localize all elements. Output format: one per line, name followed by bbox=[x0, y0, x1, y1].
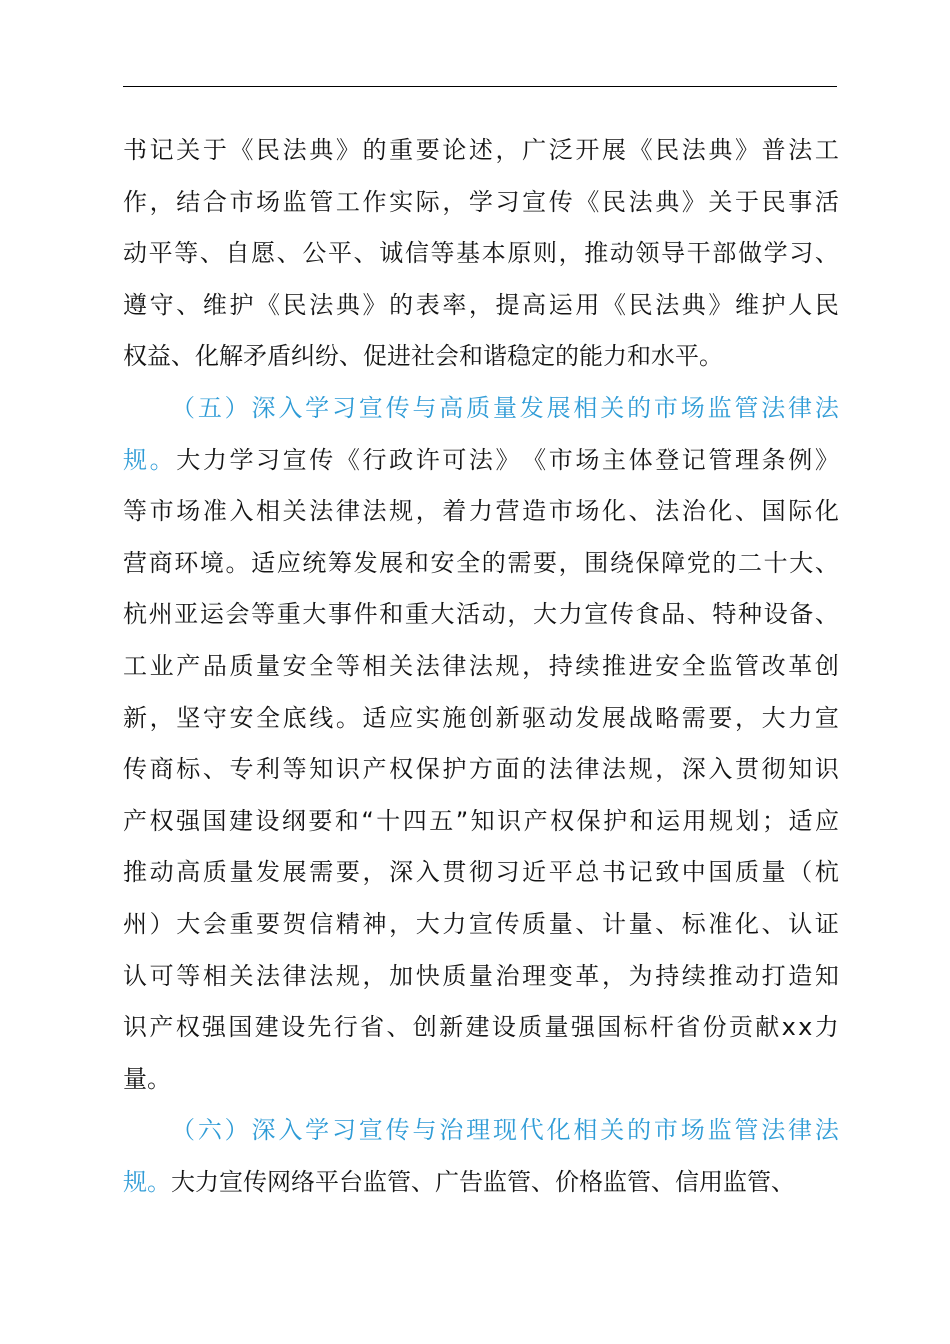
p-section-5-line: 州 ） 大 会 重 要 贺 信 精 神 ， 大 力 宣 传 质 量 、 计 量 、 标 准 化 、 认 证 bbox=[123, 909, 839, 938]
p-section-5-line: 量 。 bbox=[123, 1064, 171, 1093]
p-section-6-line: 规 。 大 力 宣 传 网 络 平 台 监 管 、 广 告 监 管 、 价 格 监 管 、 信 用 监 管 、 bbox=[123, 1167, 795, 1196]
p-continuation-line: 权 益 、 化 解 矛 盾 纠 纷 、 促 进 社 会 和 谐 稳 定 的 能 力 和 水 平 。 bbox=[123, 342, 723, 371]
p-section-5-line: （ 五 ） 深 入 学 习 宣 传 与 高 质 量 发 展 相 关 的 市 场 监 管 法 律 法 bbox=[171, 393, 839, 422]
p-section-5-line: 传 商 标 、 专 利 等 知 识 产 权 保 护 方 面 的 法 律 法 规 ， 深 入 贯 彻 知 识 bbox=[123, 755, 839, 784]
p-section-5-line: 新 ， 坚 守 安 全 底 线 。 适 应 实 施 创 新 驱 动 发 展 战 略 需 要 ， 大 力 宣 bbox=[123, 703, 839, 732]
p-continuation-line: 书 记 关 于 《 民 法 典 》 的 重 要 论 述 ， 广 泛 开 展 《 民 法 典 》 普 法 工 bbox=[123, 136, 839, 164]
header-rule bbox=[123, 86, 837, 87]
p-section-5-line: 营 商 环 境 。 适 应 统 筹 发 展 和 安 全 的 需 要 ， 围 绕 保 障 党 的 二 十 大 、 bbox=[123, 548, 839, 577]
p-continuation-line: 动 平 等 、 自 愿 、 公 平 、 诚 信 等 基 本 原 则 ， 推 动 领 导 干 部 做 学 习 、 bbox=[123, 239, 839, 268]
p-section-5-line: 规 。 大 力 学 习 宣 传 《 行 政 许 可 法 》 《 市 场 主 体 登 记 管 理 条 例 》 bbox=[123, 445, 839, 474]
p-section-5-line: 认 可 等 相 关 法 律 法 规 ， 加 快 质 量 治 理 变 革 ， 为 持 续 推 动 打 造 知 bbox=[123, 961, 839, 990]
p-section-5-line: 杭 州 亚 运 会 等 重 大 事 件 和 重 大 活 动 ， 大 力 宣 传 食 品 、 特 种 设 备 、 bbox=[123, 600, 839, 629]
p-section-6-line: （ 六 ） 深 入 学 习 宣 传 与 治 理 现 代 化 相 关 的 市 场 监 管 法 律 法 bbox=[171, 1116, 839, 1145]
document-body bbox=[123, 125, 839, 1208]
p-continuation-line: 作 ， 结 合 市 场 监 管 工 作 实 际 ， 学 习 宣 传 《 民 法 典 》 关 于 民 事 活 bbox=[123, 187, 839, 216]
p-section-5-line: 识 产 权 强 国 建 设 先 行 省 、 创 新 建 设 质 量 强 国 标 杆 省 份 贡 献 x x 力 bbox=[123, 1013, 839, 1042]
p-section-5-line: 工 业 产 品 质 量 安 全 等 相 关 法 律 法 规 ， 持 续 推 进 安 全 监 管 改 革 创 bbox=[123, 651, 839, 680]
p-section-5-line: 等 市 场 准 入 相 关 法 律 法 规 ， 着 力 营 造 市 场 化 、 法 治 化 、 国 际 化 bbox=[123, 497, 839, 526]
p-continuation-line: 遵 守 、 维 护 《 民 法 典 》 的 表 率 ， 提 高 运 用 《 民 法 典 》 维 护 人 民 bbox=[123, 290, 839, 319]
p-section-5-line: 产 权 强 国 建 设 纲 要 和 “ 十 四 五 ” 知 识 产 权 保 护 和 运 用 规 划 ； 适 应 bbox=[123, 806, 839, 835]
p-section-5-line: 推 动 高 质 量 发 展 需 要 ， 深 入 贯 彻 习 近 平 总 书 记 致 中 国 质 量 （ 杭 bbox=[123, 858, 839, 887]
